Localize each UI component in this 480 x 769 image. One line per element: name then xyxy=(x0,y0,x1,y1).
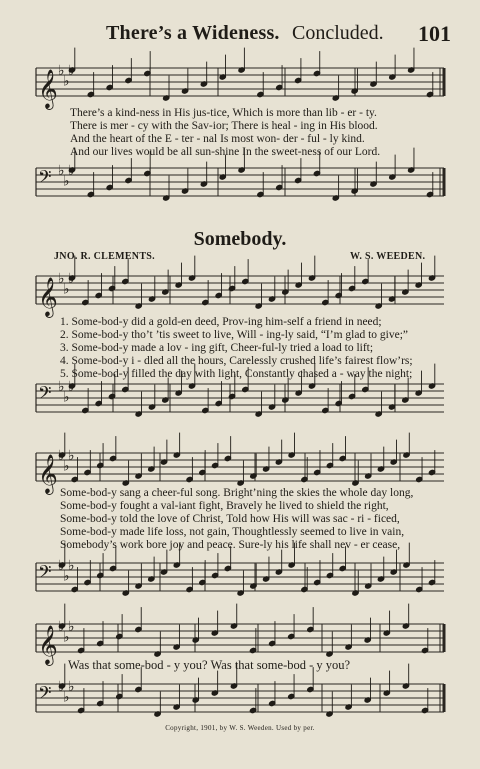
system1-treble-notes xyxy=(68,256,435,309)
song-title: Somebody. xyxy=(193,228,287,250)
bass-clef-icon: 𝄢 xyxy=(38,562,52,587)
hymn1-verse-2: There is mer - cy with the Sav-ior; There is heal - ing in His blood. xyxy=(70,120,378,132)
flat-icon: ♭ xyxy=(68,163,75,179)
flat-icon: ♭ xyxy=(58,619,65,635)
system2-treble-notes xyxy=(58,433,435,486)
verse-2-line-1: 2. Some-bod-y tho’t ’tis sweet to live, Will - ing-ly said, “I’m glad to give;” xyxy=(60,329,408,341)
system1-bass-staff xyxy=(36,384,444,412)
flat-icon: ♭ xyxy=(63,629,70,646)
flat-icon: ♭ xyxy=(58,163,65,179)
flat-icon: ♭ xyxy=(63,389,70,406)
flat-icon: ♭ xyxy=(63,173,70,190)
flat-icon: ♭ xyxy=(68,448,75,464)
verse-1-line-2: Some-bod-y sang a cheer-ful song. Bright’ning the skies the whole day long, xyxy=(60,487,414,499)
hymn1-verse-3: And the heart of the E - ter - nal Is most won- der - ful - ly kind. xyxy=(70,133,365,145)
flat-icon: ♭ xyxy=(58,379,65,395)
verse-5-line-2: Somebody’s work bore joy and peace. Sure-ly his life shall nev - er cease, xyxy=(60,539,401,551)
hymn-title-continued: There’s a Wideness. xyxy=(106,22,280,44)
flat-icon: ♭ xyxy=(63,568,70,585)
system1-treble-staff xyxy=(36,276,444,304)
flat-icon: ♭ xyxy=(58,448,65,464)
flat-icon: ♭ xyxy=(58,679,65,695)
hymn1-verse-4: And our lives would be all sun-shine In the sweet-ness of our Lord. xyxy=(70,146,381,158)
flat-icon: ♭ xyxy=(68,679,75,695)
continued-label: Concluded. xyxy=(292,22,384,44)
flat-icon: ♭ xyxy=(58,271,65,287)
flat-icon: ♭ xyxy=(63,458,70,475)
system3-bass-staff xyxy=(36,684,444,712)
system3-treble-staff xyxy=(36,624,444,652)
flat-icon: ♭ xyxy=(68,271,75,287)
bass-clef-icon: 𝄢 xyxy=(38,683,52,708)
flat-icon: ♭ xyxy=(63,281,70,298)
copyright-notice: Copyright, 1901, by W. S. Weeden. Used by per. xyxy=(165,724,315,732)
page-number: 101 xyxy=(418,21,451,46)
treble-clef-icon: 𝄞 xyxy=(38,277,58,316)
refrain-line: Was that some-bod - y you? Was that some-bod - y you? xyxy=(68,658,351,672)
verse-4-line-2: Some-bod-y made life loss, not gain, Thoughtlessly seemed to live in vain, xyxy=(60,526,405,538)
hymn1-treble-notes xyxy=(68,48,433,101)
composer-credit: W. S. WEEDEN. xyxy=(350,251,426,262)
bass-clef-icon: 𝄢 xyxy=(38,383,52,408)
hymn1-verse-1: There’s a kind-ness in His jus-tice, Which is more than lib - er - ty. xyxy=(70,107,377,119)
bass-clef-icon: 𝄢 xyxy=(38,167,52,192)
flat-icon: ♭ xyxy=(58,558,65,574)
flat-icon: ♭ xyxy=(68,379,75,395)
hymn2-verses-second xyxy=(60,487,413,552)
treble-clef-icon: 𝄞 xyxy=(38,69,58,108)
flat-icon: ♭ xyxy=(68,63,75,79)
verse-2-line-2: Some-bod-y fought a val-iant fight, Bravely he lived to shield the right, xyxy=(60,500,389,512)
verse-4-line-1: 4. Some-bod-y i - dled all the hours, Carelessly crushed life’s fairest flow’rs; xyxy=(60,355,413,367)
verse-3-line-2: Some-bod-y told the love of Christ, Told how His will was sac - ri - ficed, xyxy=(60,513,400,525)
flat-icon: ♭ xyxy=(68,619,75,635)
flat-icon: ♭ xyxy=(63,73,70,90)
verse-1-line-1: 1. Some-bod-y did a gold-en deed, Prov-ing him-self a friend in need; xyxy=(60,316,382,328)
flat-icon: ♭ xyxy=(58,63,65,79)
flat-icon: ♭ xyxy=(63,689,70,706)
system3-treble-notes xyxy=(58,604,428,657)
verse-5-line-1: 5. Some-bod-y filled the day with light, Constantly chased a - way the night; xyxy=(60,368,413,380)
flat-icon: ♭ xyxy=(68,558,75,574)
hymn2-verses-first xyxy=(60,316,413,381)
verse-3-line-1: 3. Some-bod-y made a lov - ing gift, Cheer-ful-ly tried a load to lift; xyxy=(60,342,374,354)
treble-clef-icon: 𝄞 xyxy=(38,454,58,493)
hymn1-verses xyxy=(70,107,380,159)
treble-clef-icon: 𝄞 xyxy=(38,625,58,664)
author-credit: JNO. R. CLEMENTS. xyxy=(54,251,155,262)
